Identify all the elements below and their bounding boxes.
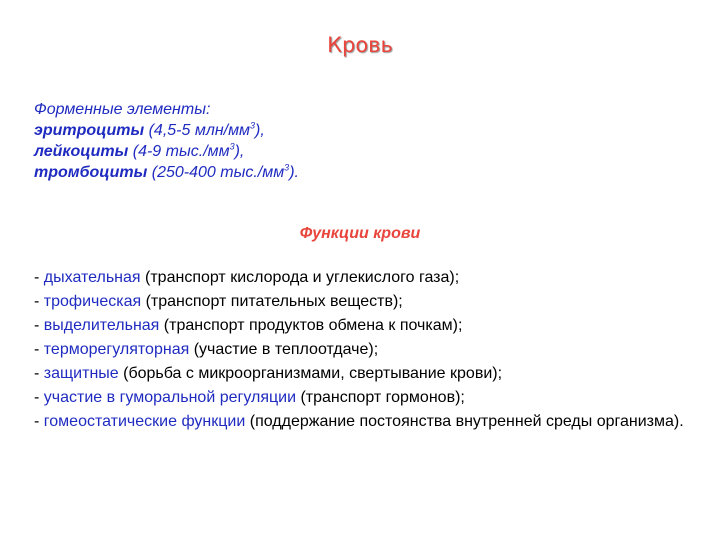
formed-elements-block (34, 99, 694, 183)
function-item-humoral-regulation (34, 386, 694, 410)
function-description: (поддержание постоянства внутренней среды организма). (245, 413, 684, 430)
formed-element-range: (4,5-5 млн/мм (144, 122, 251, 139)
function-name: участие в гуморальной регуляции (43, 389, 297, 406)
bullet-dash: - (34, 269, 44, 286)
formed-element-erythrocytes (34, 120, 694, 141)
function-description: (участие в теплоотдаче); (189, 341, 379, 358)
function-description: (транспорт продуктов обмена к почкам); (159, 317, 463, 334)
formed-element-range: (4-9 тыс./мм (128, 143, 230, 160)
formed-element-range: (250-400 тыс./мм (147, 164, 285, 181)
function-item-trophic (34, 290, 694, 314)
function-description: (транспорт питательных веществ); (141, 293, 403, 310)
function-item-thermoregulatory (34, 338, 694, 362)
function-item-respiratory (34, 266, 694, 290)
formed-element-term: лейкоциты (34, 143, 129, 160)
formed-element-term: эритроциты (34, 122, 145, 139)
formed-element-unit-exponent: 3 (229, 141, 235, 152)
function-item-excretory (34, 314, 694, 338)
function-description: (транспорт кислорода и углекислого газа); (140, 269, 460, 286)
formed-element-unit-exponent: 3 (250, 120, 256, 131)
bullet-dash: - (34, 341, 44, 358)
bullet-dash: - (34, 365, 44, 382)
functions-list (34, 266, 694, 434)
formed-element-close: ), (234, 143, 245, 160)
bullet-dash: - (34, 389, 44, 406)
function-name: дыхательная (43, 269, 141, 286)
bullet-dash: - (34, 293, 44, 310)
function-name: трофическая (43, 293, 142, 310)
function-name: терморегуляторная (43, 341, 190, 358)
formed-element-unit-exponent: 3 (284, 162, 290, 173)
function-name: гомеостатические функции (43, 413, 246, 430)
formed-element-leukocytes (34, 141, 694, 162)
function-name: защитные (43, 365, 119, 382)
formed-element-close: ). (289, 164, 299, 181)
formed-element-close: ), (255, 122, 265, 139)
bullet-dash: - (34, 413, 44, 430)
function-description: (транспорт гормонов); (296, 389, 465, 406)
formed-element-thrombocytes (34, 162, 694, 183)
function-item-protective (34, 362, 694, 386)
function-item-homeostatic (34, 410, 694, 434)
formed-element-term: тромбоциты (34, 164, 148, 181)
functions-heading: Функции крови (299, 225, 421, 242)
function-name: выделительная (43, 317, 160, 334)
slide-title: Кровь (327, 33, 393, 57)
function-description: (борьба с микроорганизмами, свертывание крови); (118, 365, 503, 382)
formed-elements-heading: Форменные элементы: (34, 101, 211, 118)
bullet-dash: - (34, 317, 44, 334)
